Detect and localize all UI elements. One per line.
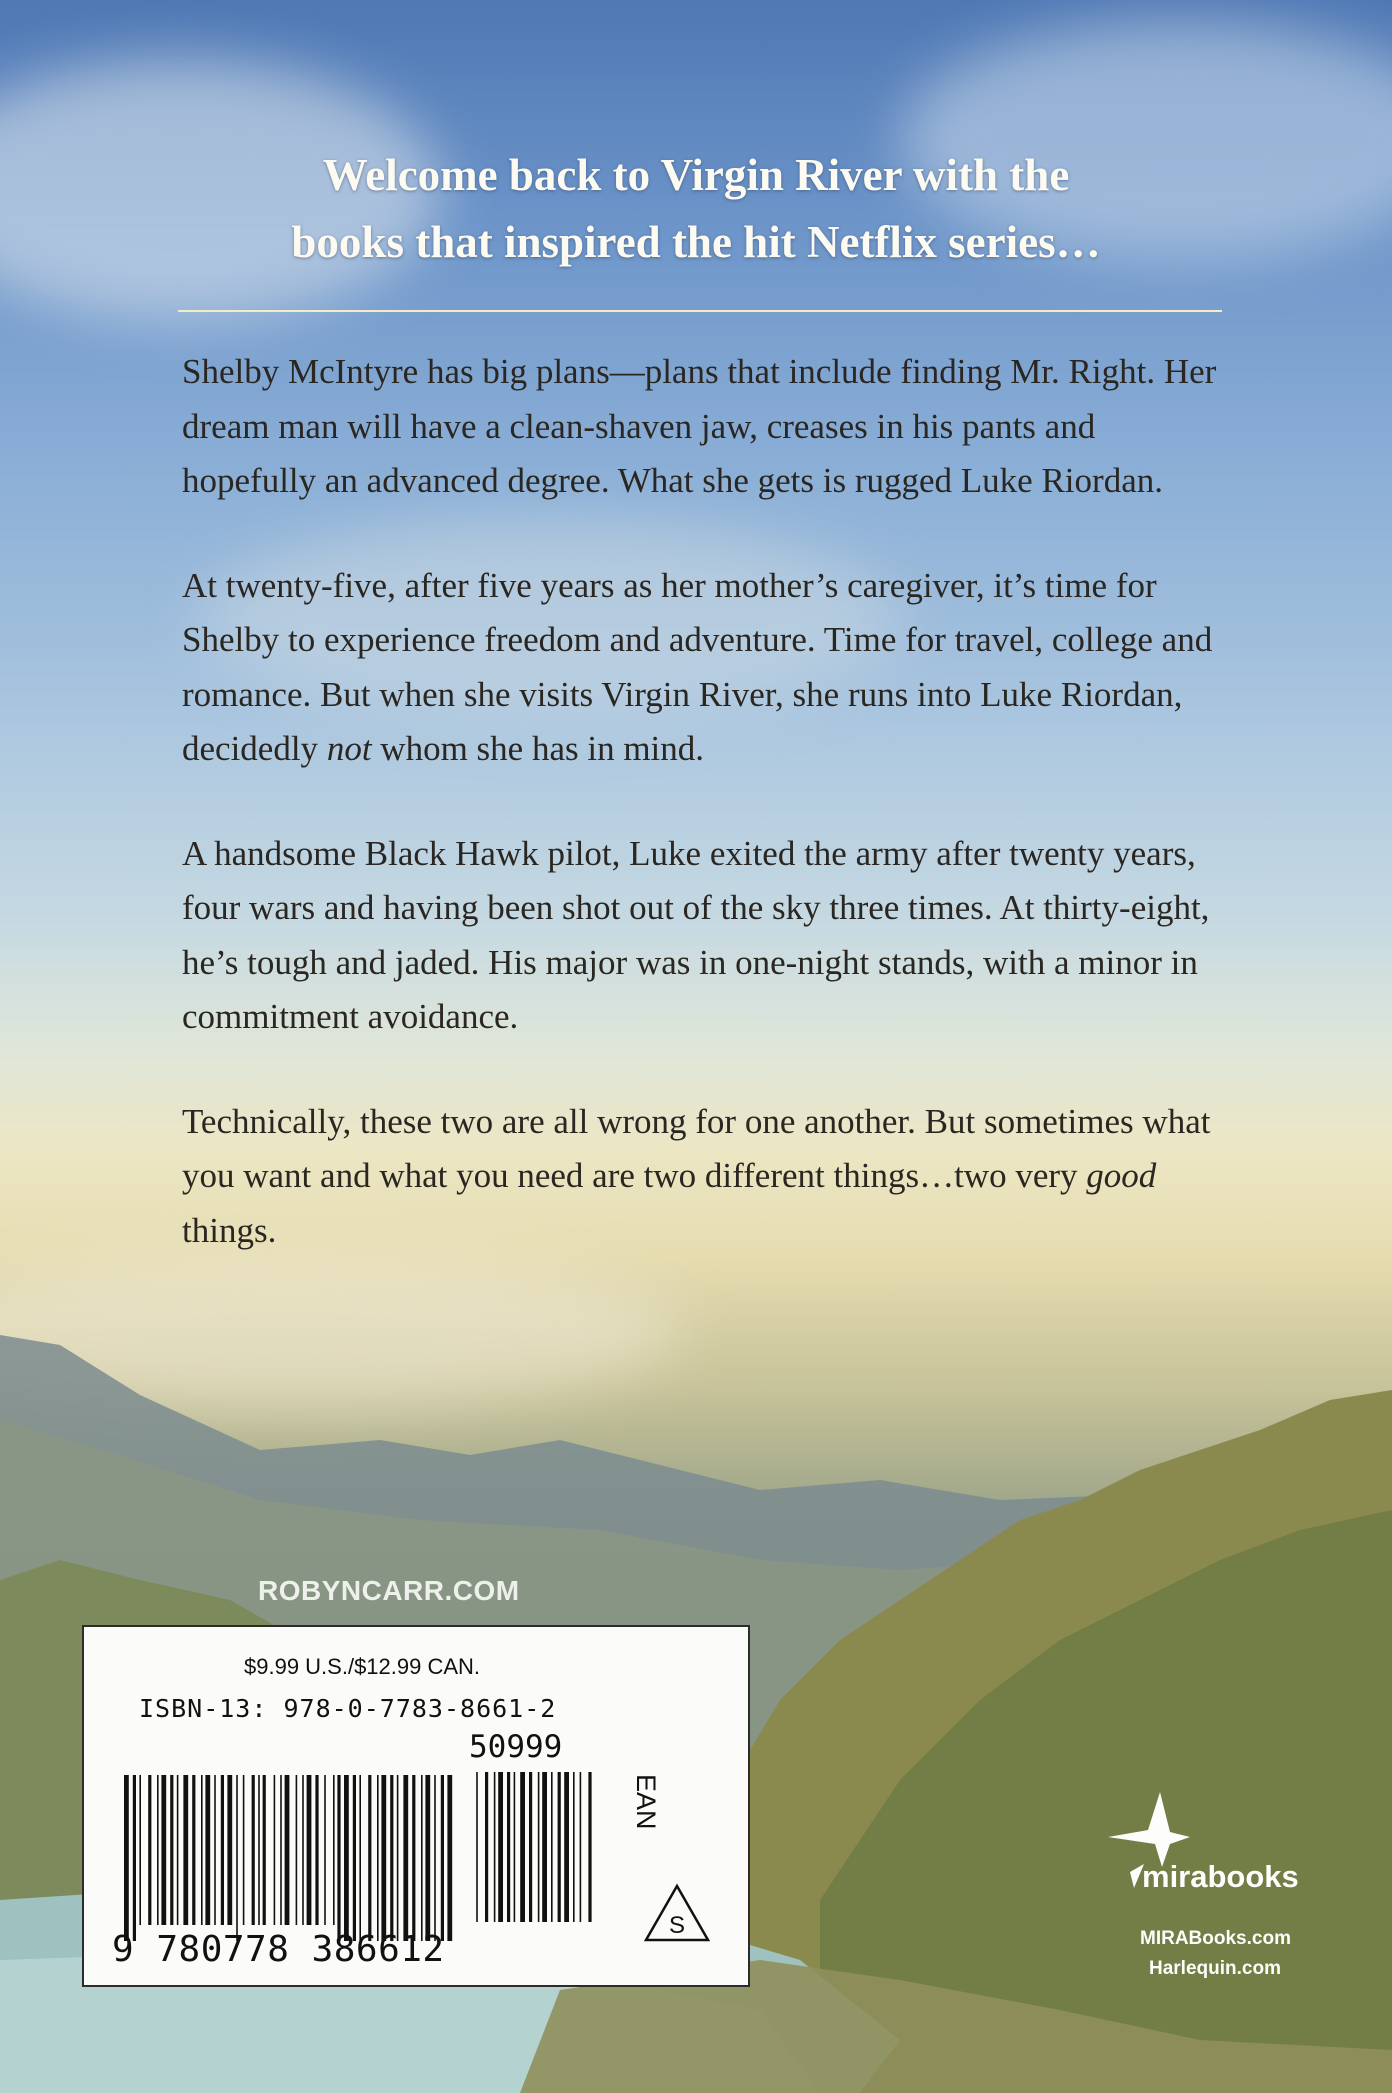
emphasis: good [1086, 1156, 1157, 1195]
price-text: $9.99 U.S./$12.99 CAN. [244, 1654, 481, 1679]
barcode-bar [285, 1775, 290, 1925]
tagline-line: books that inspired the hit Netflix series… [291, 217, 1101, 267]
publisher-website-2: Harlequin.com [1149, 1958, 1281, 1979]
barcode-bar [243, 1775, 245, 1925]
addon-bar [542, 1772, 547, 1922]
warning-triangle-icon [642, 1882, 712, 1944]
barcode-bar [425, 1775, 430, 1941]
barcode-bar [252, 1775, 255, 1925]
barcode-bar [333, 1775, 335, 1925]
barcode-bar [337, 1775, 340, 1941]
barcode-bar [359, 1775, 361, 1941]
publisher-website: MIRABooks.com [1140, 1928, 1291, 1949]
barcode-bar [183, 1775, 188, 1925]
barcode-bar [368, 1775, 371, 1941]
addon-bar [564, 1772, 569, 1922]
addon-code: 50999 [469, 1729, 563, 1765]
barcode-bar [214, 1775, 216, 1925]
barcode-bar [296, 1775, 298, 1925]
addon-bar [476, 1772, 478, 1922]
barcode-bar [192, 1775, 195, 1925]
blurb-paragraph: A handsome Black Hawk pilot, Luke exited the army after twenty years, four wars and having been shot out of the sky three times. At thirty-eight, he’s tough and jaded. His major was in one-night stands, with a minor in commitment avoidance. [182, 833, 1210, 1036]
barcode-bar [412, 1775, 415, 1941]
addon-bar [520, 1772, 525, 1922]
barcode-bar [205, 1775, 210, 1925]
barcode-bar [161, 1775, 166, 1925]
addon-bar [507, 1772, 510, 1922]
blurb-paragraph: Shelby McIntyre has big plans—plans that include finding Mr. Right. Her dream man will have a clean-shaven jaw, creases in his pants and hopefully an advanced degree. What she gets is rugged Luke Riordan. [182, 352, 1217, 500]
isbn-text: ISBN-13: 978-0-7783-8661-2 [139, 1694, 557, 1723]
barcode-bar [201, 1775, 203, 1925]
barcode-bar [302, 1775, 304, 1925]
addon-bar [514, 1772, 516, 1922]
barcode-bar [397, 1775, 399, 1941]
barcode-bar [441, 1775, 444, 1941]
publisher-name: mirabooks [1142, 1859, 1299, 1894]
barcode-bar [307, 1775, 312, 1925]
addon-bar [558, 1772, 561, 1922]
addon-bar [498, 1772, 503, 1922]
divider-rule [178, 310, 1222, 312]
barcode-bar [227, 1775, 232, 1925]
barcode-bar [263, 1775, 266, 1925]
barcode-bar [139, 1775, 141, 1925]
barcode-bar [390, 1775, 393, 1941]
addon-bar [494, 1772, 496, 1922]
barcode-bar [377, 1775, 379, 1941]
tagline-line: Welcome back to Virgin River with the [322, 150, 1070, 200]
author-website: ROBYNCARR.COM [258, 1575, 520, 1606]
barcode-bar [124, 1775, 129, 1941]
addon-bar [529, 1772, 532, 1922]
barcode-bar [344, 1775, 349, 1941]
barcode-bar [177, 1775, 179, 1925]
addon-bar [538, 1772, 540, 1922]
barcode-bar [133, 1775, 136, 1941]
barcode-bar [258, 1775, 260, 1925]
barcode-bar [403, 1775, 408, 1941]
blurb-paragraph: Technically, these two are all wrong for one another. But sometimes what you want and what you need are two different things…two very good things. [182, 1101, 1211, 1250]
symbol-letter: S [668, 1912, 686, 1939]
barcode-bar [381, 1775, 386, 1941]
barcode-bar [447, 1775, 452, 1941]
ean-digits: 9 780778 386612 [112, 1929, 445, 1970]
addon-bar [588, 1772, 591, 1922]
barcode-bar [148, 1775, 151, 1925]
ean-label: EAN [631, 1774, 661, 1830]
barcode-bar [434, 1775, 436, 1941]
barcode-bar [324, 1775, 326, 1925]
blurb-paragraph: At twenty-five, after five years as her mother’s caregiver, it’s time for Shelby to experience freedom and adventure. Time for travel, college and romance. But when she visits Virgin River, she runs into Luke Riordan, decidedly not whom she has in mind. [182, 565, 1213, 768]
barcode-bar [421, 1775, 423, 1941]
barcode-bar [274, 1775, 276, 1925]
addon-bar [485, 1772, 488, 1922]
barcode-bar [157, 1775, 159, 1925]
barcode-bar [236, 1775, 238, 1941]
emphasis: not [326, 729, 372, 768]
barcode-bar [353, 1775, 356, 1941]
barcode-bar [221, 1775, 224, 1925]
barcode-bar [315, 1775, 318, 1925]
tagline [0, 142, 1392, 276]
barcode-label [82, 1625, 750, 1987]
addon-bar [551, 1772, 553, 1922]
barcode-bar [170, 1775, 173, 1925]
barcode-bar [280, 1775, 282, 1925]
addon-bar [573, 1772, 575, 1922]
blurb [182, 345, 1232, 1308]
addon-bar [580, 1772, 582, 1922]
